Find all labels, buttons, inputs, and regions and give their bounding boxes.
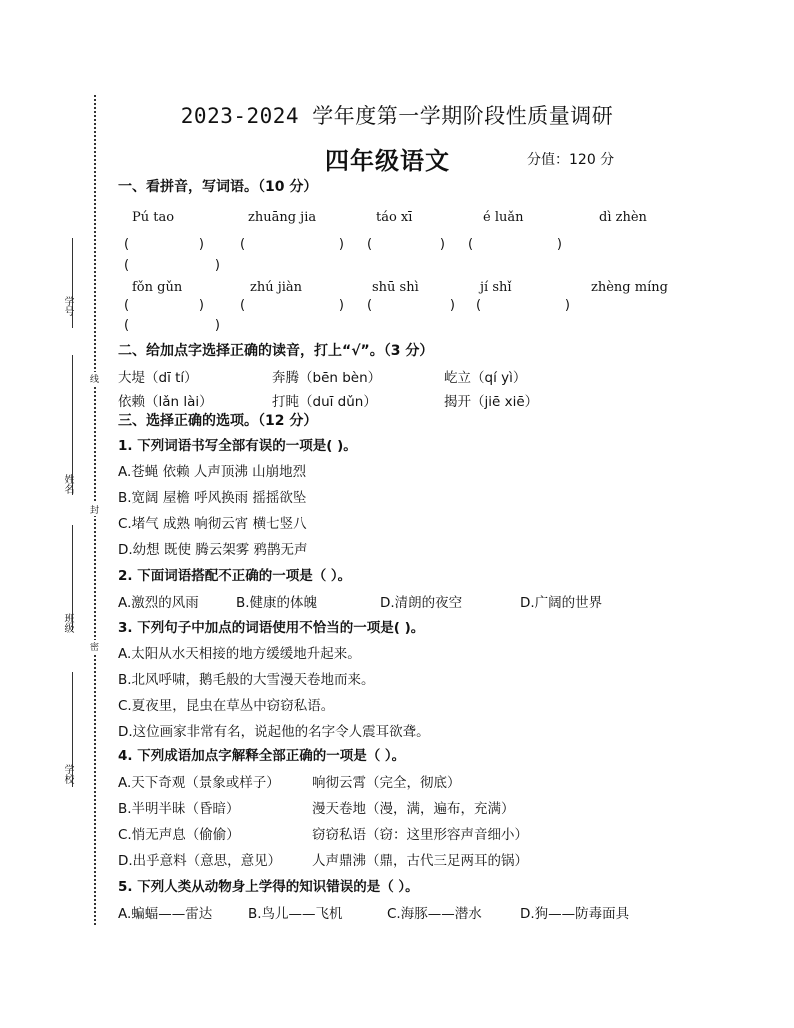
q4-option-d-left[interactable]: D.出乎意料（意思，意见）: [118, 853, 282, 869]
q5-option-b[interactable]: B.鸟儿——飞机: [248, 906, 343, 922]
q2-option-d[interactable]: D.广阔的世界: [520, 595, 603, 611]
reading-3[interactable]: 屹立（qí yì）: [444, 370, 527, 386]
pinyin-10: zhèng míng: [591, 280, 668, 295]
question-3: 3. 下列句子中加点的词语使用不恰当的一项是( )。: [118, 620, 425, 636]
answer-box-3[interactable]: ( ): [367, 237, 445, 252]
q3-option-b[interactable]: B.北风呼啸，鹅毛般的大雪漫天卷地而来。: [118, 672, 375, 688]
q1-option-a[interactable]: A.苍蝇 依赖 人声顶沸 山崩地烈: [118, 464, 307, 480]
reading-4[interactable]: 依赖（lǎn lài）: [118, 394, 213, 410]
q4-option-c-right: 窃窃私语（窃：这里形容声音细小）: [312, 827, 528, 843]
pinyin-8: shū shì: [372, 280, 419, 295]
q3-option-d[interactable]: D.这位画家非常有名，说起他的名字令人震耳欲聋。: [118, 724, 430, 740]
section2-heading: 二、给加点字选择正确的读音，打上“√”。（3 分）: [118, 343, 434, 359]
q4-option-b-right: 漫天卷地（漫，满，遍布，充满）: [312, 801, 515, 817]
pinyin-4: é luǎn: [483, 210, 524, 225]
pinyin-9: jí shǐ: [480, 280, 512, 295]
q4-option-c-left[interactable]: C.悄无声息（偷偷）: [118, 827, 240, 843]
score-label: 分值：120 分: [527, 152, 615, 168]
q3-option-c[interactable]: C.夏夜里，昆虫在草丛中窃窃私语。: [118, 698, 335, 714]
reading-1[interactable]: 大堤（dī tí）: [118, 370, 198, 386]
question-5: 5. 下列人类从动物身上学得的知识错误的是（ ）。: [118, 879, 419, 895]
question-2: 2. 下面词语搭配不正确的一项是（ ）。: [118, 568, 352, 584]
q4-option-b-left[interactable]: B.半明半昧（昏暗）: [118, 801, 240, 817]
answer-box-7[interactable]: ( ): [240, 298, 344, 313]
answer-box-1[interactable]: ( ): [124, 237, 204, 252]
q5-option-d[interactable]: D.狗——防毒面具: [520, 906, 630, 922]
q4-option-a-left[interactable]: A.天下奇观（景象或样子）: [118, 775, 280, 791]
cut-mark-seal: 封: [90, 503, 99, 516]
answer-box-6[interactable]: ( ): [124, 298, 204, 313]
section3-heading: 三、选择正确的选项。（12 分）: [118, 413, 318, 429]
answer-box-10[interactable]: ( ): [124, 318, 220, 333]
student-no-label: 学号: [62, 296, 73, 316]
q1-option-b[interactable]: B.宽阔 屋檐 呼风换雨 摇摇欲坠: [118, 490, 307, 506]
answer-box-4[interactable]: ( ): [468, 237, 562, 252]
q1-option-c[interactable]: C.堵气 成熟 响彻云宵 横七竖八: [118, 516, 307, 532]
section1-heading: 一、看拼音，写词语。（10 分）: [118, 179, 318, 195]
pinyin-5: dì zhèn: [599, 210, 647, 225]
school-label: 学校: [62, 764, 73, 784]
class-label: 班级: [62, 613, 73, 633]
q5-option-a[interactable]: A.蝙蝠——雷达: [118, 906, 213, 922]
answer-box-2[interactable]: ( ): [240, 237, 344, 252]
question-1: 1. 下列词语书写全部有误的一项是( )。: [118, 438, 357, 454]
question-4: 4. 下列成语加点字解释全部正确的一项是（ ）。: [118, 748, 406, 764]
name-label: 姓名: [62, 474, 73, 494]
q4-option-d-right: 人声鼎沸（鼎，古代三足两耳的锅）: [312, 853, 528, 869]
answer-box-5[interactable]: ( ): [124, 258, 220, 273]
q2-option-c[interactable]: D.清朗的夜空: [380, 595, 463, 611]
answer-box-9[interactable]: ( ): [476, 298, 570, 313]
cut-mark-line: 线: [90, 372, 99, 385]
q4-option-a-right: 响彻云霄（完全，彻底）: [312, 775, 461, 791]
reading-6[interactable]: 揭开（jiē xiē）: [444, 394, 539, 410]
cut-mark-secret: 密: [90, 640, 99, 653]
q3-option-a[interactable]: A.太阳从水天相接的地方缓缓地升起来。: [118, 646, 361, 662]
q2-option-b[interactable]: B.健康的体魄: [236, 595, 318, 611]
pinyin-2: zhuāng jia: [248, 210, 317, 225]
q5-option-c[interactable]: C.海豚——潜水: [387, 906, 482, 922]
subject-title: 四年级语文: [325, 147, 450, 175]
reading-5[interactable]: 打盹（duī dǔn）: [272, 394, 377, 410]
exam-title: 2023-2024 学年度第一学期阶段性质量调研: [180, 104, 614, 128]
q1-option-d[interactable]: D.幼想 既使 腾云架雾 鸦鹊无声: [118, 542, 308, 558]
pinyin-7: zhú jiàn: [250, 280, 303, 295]
answer-box-8[interactable]: ( ): [367, 298, 455, 313]
pinyin-3: táo xī: [376, 210, 413, 225]
q2-option-a[interactable]: A.激烈的风雨: [118, 595, 199, 611]
reading-2[interactable]: 奔腾（bēn bèn）: [272, 370, 382, 386]
pinyin-6: fǒn gǔn: [132, 280, 183, 295]
pinyin-1: Pú tao: [132, 210, 175, 225]
